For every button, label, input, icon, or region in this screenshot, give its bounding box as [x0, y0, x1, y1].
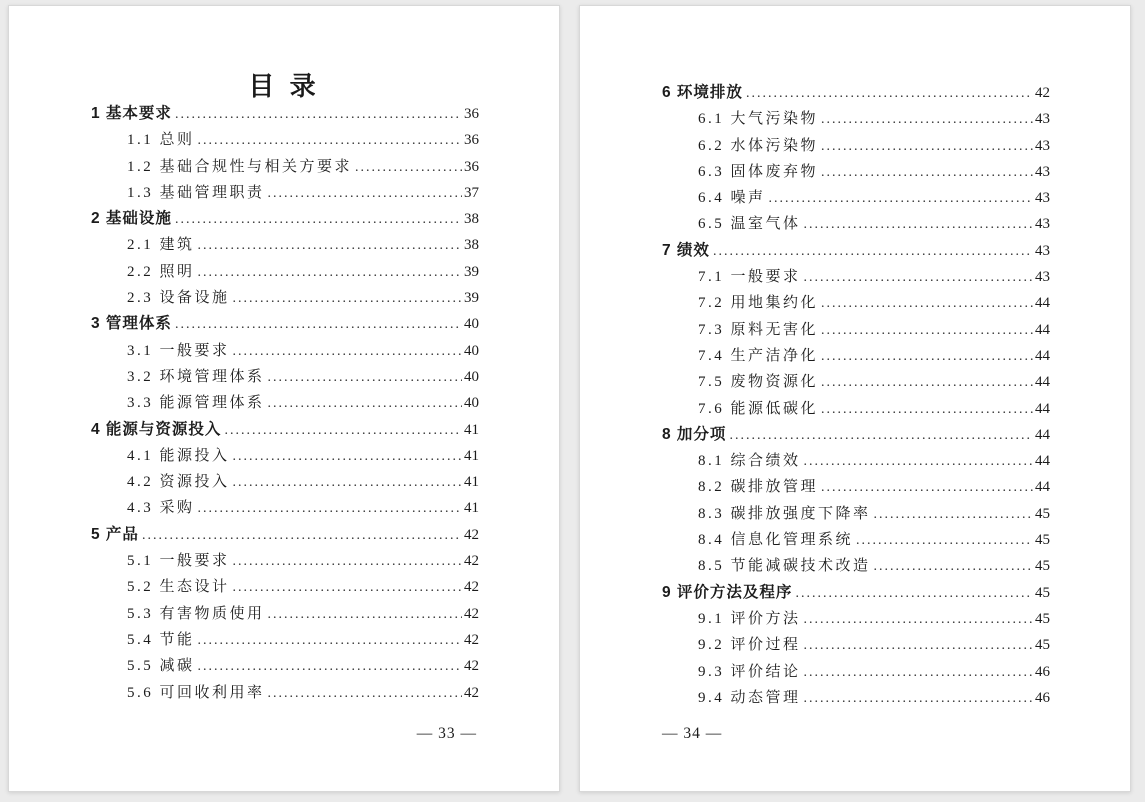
- toc-entry-page-number: 44: [1035, 321, 1050, 338]
- dot-leader: [804, 606, 1033, 633]
- dot-leader: [804, 632, 1033, 659]
- dot-leader: [821, 369, 1033, 396]
- toc-entry-label: 1.3 基础管理职责: [127, 184, 265, 201]
- dot-leader: [198, 127, 462, 154]
- toc-entry: [662, 580, 1050, 606]
- toc-entry-label: 6.2 水体污染物: [698, 137, 819, 154]
- toc-entry: [662, 632, 1050, 658]
- toc-entry: [662, 685, 1050, 711]
- toc-entry-page-number: 36: [464, 158, 479, 175]
- page-number-footer: — 33 —: [416, 725, 477, 742]
- toc-entry: [91, 680, 479, 706]
- dot-leader: [874, 501, 1033, 528]
- toc-entry-label: 6 环境排放: [662, 84, 743, 101]
- toc-entry-label: 9.1 评价方法: [698, 610, 801, 627]
- toc-entry: [662, 396, 1050, 422]
- toc-entry-page-number: 44: [1035, 426, 1050, 443]
- toc-entry-page-number: 43: [1035, 216, 1050, 233]
- toc-entry-page-number: 43: [1035, 242, 1050, 259]
- toc-entry: [662, 659, 1050, 685]
- dot-leader: [874, 553, 1033, 580]
- toc-entry: [662, 448, 1050, 474]
- page-number-footer: — 34 —: [662, 725, 723, 742]
- toc-entry-label: 3 管理体系: [91, 315, 172, 333]
- toc-entry-page-number: 42: [464, 553, 479, 570]
- toc-entry-label: 8.1 综合绩效: [698, 453, 801, 470]
- dot-leader: [198, 232, 462, 259]
- toc-entry: [662, 501, 1050, 527]
- toc-entry-page-number: 43: [1035, 190, 1050, 207]
- dot-leader: [821, 106, 1033, 133]
- toc-entry: [91, 338, 479, 364]
- toc-entry-page-number: 42: [464, 631, 479, 648]
- dot-leader: [224, 417, 462, 444]
- toc-entry-page-number: 45: [1035, 584, 1050, 601]
- toc-entry-label: 1.1 总则: [127, 132, 195, 149]
- dot-leader: [175, 206, 462, 233]
- toc-entry: [91, 154, 479, 180]
- toc-entry: [662, 422, 1050, 448]
- dot-leader: [268, 680, 462, 707]
- dot-leader: [268, 390, 462, 417]
- toc-entry-label: 1.2 基础合规性与相关方要求: [127, 158, 353, 175]
- document-page-34: [579, 5, 1131, 792]
- dot-leader: [713, 238, 1033, 265]
- toc-entry: [91, 548, 479, 574]
- toc-entry-label: 3.1 一般要求: [127, 342, 230, 359]
- dot-leader: [198, 495, 462, 522]
- dot-leader: [268, 364, 462, 391]
- dot-leader: [821, 396, 1033, 423]
- dot-leader: [769, 185, 1033, 212]
- toc-entry: [662, 290, 1050, 316]
- dot-leader: [821, 343, 1033, 370]
- toc-entry: [91, 101, 479, 127]
- toc-entry-label: 9.2 评价过程: [698, 637, 801, 654]
- toc-entry-label: 4.3 采购: [127, 500, 195, 517]
- toc-entry-label: 8 加分项: [662, 425, 727, 443]
- toc-entry-label: 8.3 碳排放强度下降率: [698, 505, 871, 522]
- toc-entry-page-number: 44: [1035, 479, 1050, 496]
- toc-entry-label: 5.5 减碳: [127, 658, 195, 675]
- toc-entry-label: 1 基本要求: [91, 105, 172, 122]
- toc-entry-page-number: 41: [464, 421, 479, 438]
- toc-entry: [91, 601, 479, 627]
- toc-entry-label: 8.2 碳排放管理: [698, 479, 819, 496]
- toc-entry-label: 7.3 原料无害化: [698, 321, 819, 338]
- toc-entry: [662, 133, 1050, 159]
- toc-entry-page-number: 40: [464, 395, 479, 412]
- toc-entry: [91, 285, 479, 311]
- toc-entry: [91, 364, 479, 390]
- toc-entry-page-number: 45: [1035, 610, 1050, 627]
- toc-entry-label: 9.3 评价结论: [698, 663, 801, 680]
- toc-entry-page-number: 41: [464, 500, 479, 517]
- dot-leader: [821, 133, 1033, 160]
- dot-leader: [233, 338, 462, 365]
- toc-entry-label: 7.6 能源低碳化: [698, 400, 819, 417]
- toc-entry-label: 5.1 一般要求: [127, 553, 230, 570]
- toc-entry: [662, 606, 1050, 632]
- toc-entry-page-number: 41: [464, 474, 479, 491]
- toc-entry: [662, 527, 1050, 553]
- toc-entry: [91, 417, 479, 443]
- toc-entry-label: 7.1 一般要求: [698, 269, 801, 286]
- dot-leader: [198, 259, 462, 286]
- toc-entry: [662, 106, 1050, 132]
- toc-entry-page-number: 43: [1035, 163, 1050, 180]
- toc-entry-label: 6.1 大气污染物: [698, 111, 819, 128]
- dot-leader: [233, 574, 462, 601]
- toc-entry: [91, 627, 479, 653]
- toc-entry-label: 4.2 资源投入: [127, 474, 230, 491]
- toc-entry-label: 5.4 节能: [127, 631, 195, 648]
- toc-entry-page-number: 40: [464, 316, 479, 333]
- toc-entry-label: 7.5 废物资源化: [698, 374, 819, 391]
- toc-entry-page-number: 44: [1035, 374, 1050, 391]
- toc-entry-label: 8.4 信息化管理系统: [698, 532, 854, 549]
- toc-entry: [91, 127, 479, 153]
- dot-leader: [821, 474, 1033, 501]
- toc-entry-page-number: 42: [464, 605, 479, 622]
- toc-entry-label: 5.3 有害物质使用: [127, 605, 265, 622]
- dot-leader: [795, 580, 1033, 607]
- toc-entry-label: 5.6 可回收利用率: [127, 684, 265, 701]
- dot-leader: [804, 659, 1033, 686]
- dot-leader: [175, 101, 462, 128]
- toc-entry-page-number: 45: [1035, 532, 1050, 549]
- toc-entry-label: 6.5 温室气体: [698, 216, 801, 233]
- dot-leader: [198, 627, 462, 654]
- toc-entry-page-number: 42: [464, 526, 479, 543]
- toc-entry-label: 5 产品: [91, 525, 139, 543]
- toc-entry-label: 7.2 用地集约化: [698, 295, 819, 312]
- toc-entry-page-number: 40: [464, 368, 479, 385]
- toc-entry-label: 3.2 环境管理体系: [127, 368, 265, 385]
- toc-entry-label: 2.2 照明: [127, 263, 195, 280]
- toc-entry-page-number: 44: [1035, 295, 1050, 312]
- dot-leader: [729, 422, 1033, 449]
- toc-entry-label: 3.3 能源管理体系: [127, 395, 265, 412]
- dot-leader: [233, 548, 462, 575]
- dot-leader: [233, 443, 462, 470]
- toc-entry-page-number: 39: [464, 263, 479, 280]
- toc-entry: [91, 443, 479, 469]
- toc-entry-label: 2.3 设备设施: [127, 290, 230, 307]
- toc-entry: [662, 80, 1050, 106]
- toc-entry-page-number: 36: [464, 106, 479, 122]
- toc-entry: [91, 574, 479, 600]
- toc-entry: [91, 311, 479, 337]
- toc-entry: [662, 238, 1050, 264]
- toc-entry-page-number: 38: [464, 211, 479, 228]
- toc-entry-label: 8.5 节能减碳技术改造: [698, 558, 871, 575]
- dot-leader: [804, 211, 1033, 238]
- toc-entry-page-number: 40: [464, 342, 479, 359]
- toc-entry: [662, 211, 1050, 237]
- toc-entry-page-number: 43: [1035, 269, 1050, 286]
- dot-leader: [821, 159, 1033, 186]
- toc-entry-page-number: 38: [464, 237, 479, 254]
- toc-entry-page-number: 39: [464, 290, 479, 307]
- toc-entry-page-number: 43: [1035, 111, 1050, 128]
- toc-entry-label: 5.2 生态设计: [127, 579, 230, 596]
- toc-entry-page-number: 43: [1035, 137, 1050, 154]
- toc-entry-label: 9.4 动态管理: [698, 689, 801, 706]
- toc-entry-page-number: 42: [464, 579, 479, 596]
- dot-leader: [355, 154, 462, 181]
- toc-entry: [662, 369, 1050, 395]
- toc-title: 目 录: [248, 71, 320, 101]
- toc-entry-label: 6.3 固体废弃物: [698, 163, 819, 180]
- toc-entry: [662, 343, 1050, 369]
- toc-entry-page-number: 36: [464, 132, 479, 149]
- dot-leader: [804, 448, 1033, 475]
- toc-entry-label: 6.4 噪声: [698, 190, 766, 207]
- toc-entry: [91, 259, 479, 285]
- toc-entry-label: 7.4 生产洁净化: [698, 347, 819, 364]
- toc-entry: [91, 469, 479, 495]
- toc-entry-page-number: 45: [1035, 558, 1050, 575]
- toc-entry: [91, 522, 479, 548]
- dot-leader: [804, 264, 1033, 291]
- dot-leader: [142, 522, 462, 549]
- dot-leader: [175, 311, 462, 338]
- toc-entry-page-number: 37: [464, 184, 479, 201]
- toc-entry-page-number: 44: [1035, 400, 1050, 417]
- dot-leader: [198, 653, 462, 680]
- toc-entry: [91, 390, 479, 416]
- dot-leader: [233, 469, 462, 496]
- dot-leader: [268, 180, 462, 207]
- toc-entry-page-number: 45: [1035, 637, 1050, 654]
- dot-leader: [268, 601, 462, 628]
- toc-entry-page-number: 44: [1035, 453, 1050, 470]
- toc-entry: [91, 495, 479, 521]
- toc-entry: [91, 180, 479, 206]
- toc-entry: [662, 264, 1050, 290]
- toc-entry: [91, 653, 479, 679]
- toc-entry: [91, 232, 479, 258]
- toc-entry-page-number: 42: [464, 684, 479, 701]
- toc-entry-label: 4 能源与资源投入: [91, 420, 222, 438]
- dot-leader: [821, 290, 1033, 317]
- toc-entry-page-number: 42: [1035, 85, 1050, 101]
- toc-entry-label: 2 基础设施: [91, 210, 172, 228]
- toc-entry-label: 7 绩效: [662, 241, 710, 259]
- dot-leader: [856, 527, 1033, 554]
- toc-entry-page-number: 45: [1035, 505, 1050, 522]
- dot-leader: [233, 285, 462, 312]
- document-page-33: [8, 5, 560, 792]
- toc-entry: [662, 553, 1050, 579]
- dot-leader: [746, 80, 1033, 107]
- toc-entry-page-number: 46: [1035, 663, 1050, 680]
- dot-leader: [804, 685, 1033, 712]
- toc-entry-page-number: 42: [464, 658, 479, 675]
- toc-list: [662, 80, 1050, 711]
- toc-entry-label: 4.1 能源投入: [127, 447, 230, 464]
- toc-entry: [91, 206, 479, 232]
- toc-entry-page-number: 41: [464, 447, 479, 464]
- toc-entry-page-number: 46: [1035, 689, 1050, 706]
- dot-leader: [821, 317, 1033, 344]
- toc-entry: [662, 159, 1050, 185]
- toc-entry-label: 2.1 建筑: [127, 237, 195, 254]
- toc-entry: [662, 317, 1050, 343]
- toc-entry: [662, 185, 1050, 211]
- toc-entry: [662, 474, 1050, 500]
- toc-entry-page-number: 44: [1035, 347, 1050, 364]
- toc-list: [91, 101, 479, 706]
- toc-entry-label: 9 评价方法及程序: [662, 583, 793, 601]
